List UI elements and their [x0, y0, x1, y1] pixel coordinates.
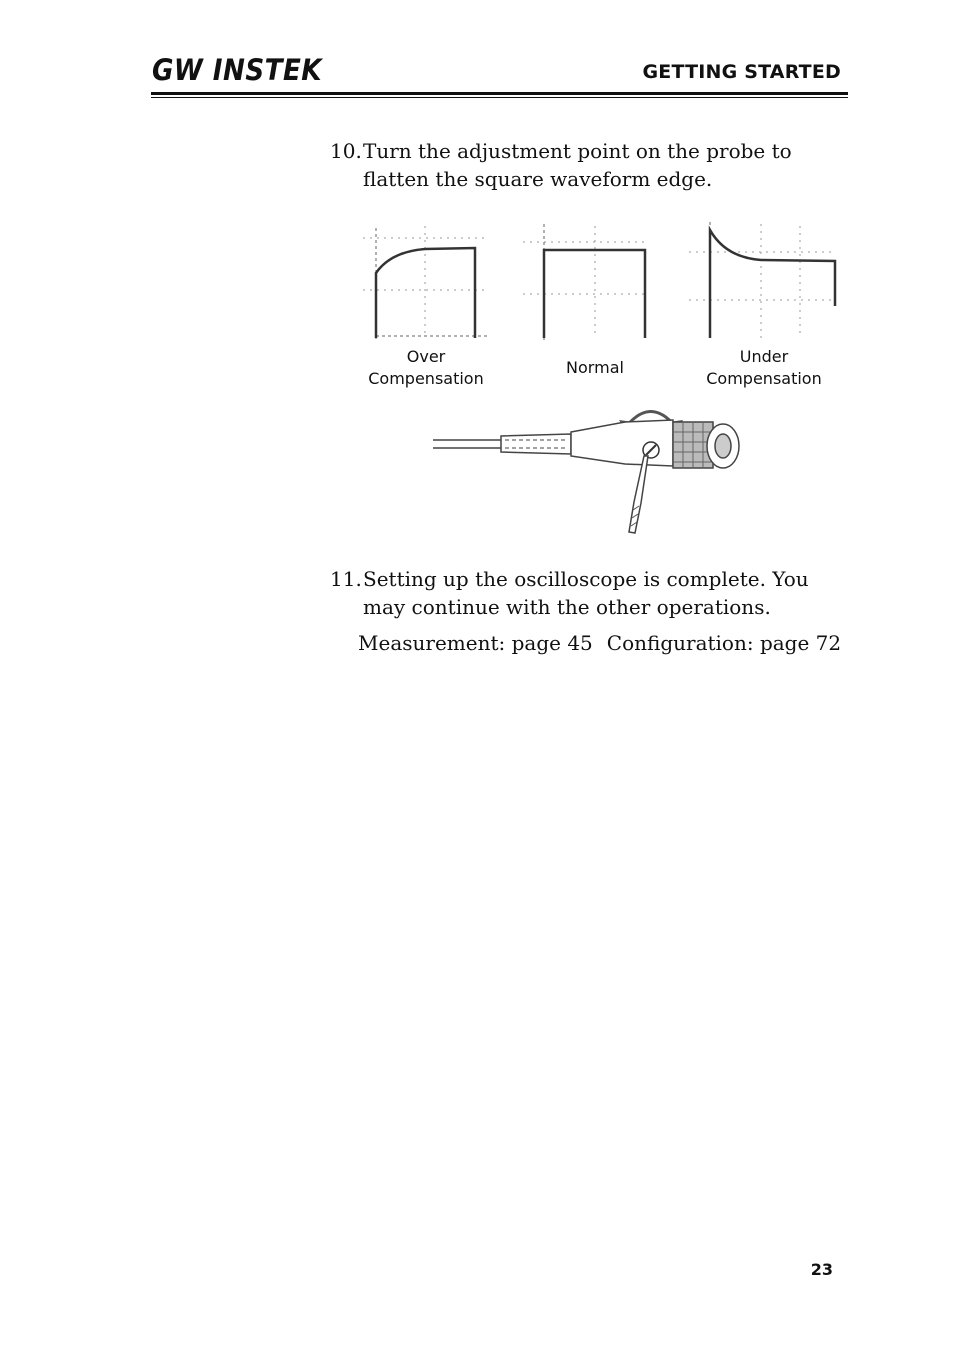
gw-instek-logo — [152, 54, 324, 84]
over-compensation-waveform — [363, 226, 487, 340]
probe-illustration — [433, 411, 739, 533]
measurement-reference[interactable]: Measurement: page 45 — [358, 631, 593, 655]
caption-line: Under — [739, 347, 789, 366]
caption-under-compensation — [691, 346, 837, 390]
caption-line: Compensation — [368, 369, 484, 388]
step-number: 11. — [330, 567, 362, 591]
section-title: GETTING STARTED — [642, 61, 841, 83]
svg-text:GW INSTEK: GW INSTEK — [152, 54, 324, 84]
under-compensation-waveform — [689, 222, 835, 338]
caption-line: Compensation — [706, 369, 822, 388]
compensation-figure — [355, 218, 845, 538]
cross-references — [358, 631, 841, 655]
step-number: 10. — [330, 139, 362, 163]
header-rule — [151, 92, 848, 95]
caption-line: Over — [406, 347, 446, 366]
caption-normal: Normal — [566, 358, 624, 377]
step-text: Turn the adjustment point on the probe to flatten the square waveform edge. — [363, 139, 792, 191]
normal-waveform — [523, 224, 647, 340]
caption-over-compensation — [355, 346, 497, 390]
header-rule-thin — [151, 97, 848, 98]
page-number: 23 — [810, 1260, 833, 1279]
configuration-reference[interactable]: Configuration: page 72 — [606, 631, 842, 655]
step-text: Setting up the oscilloscope is complete. You may continue with the other operations. — [363, 567, 809, 619]
